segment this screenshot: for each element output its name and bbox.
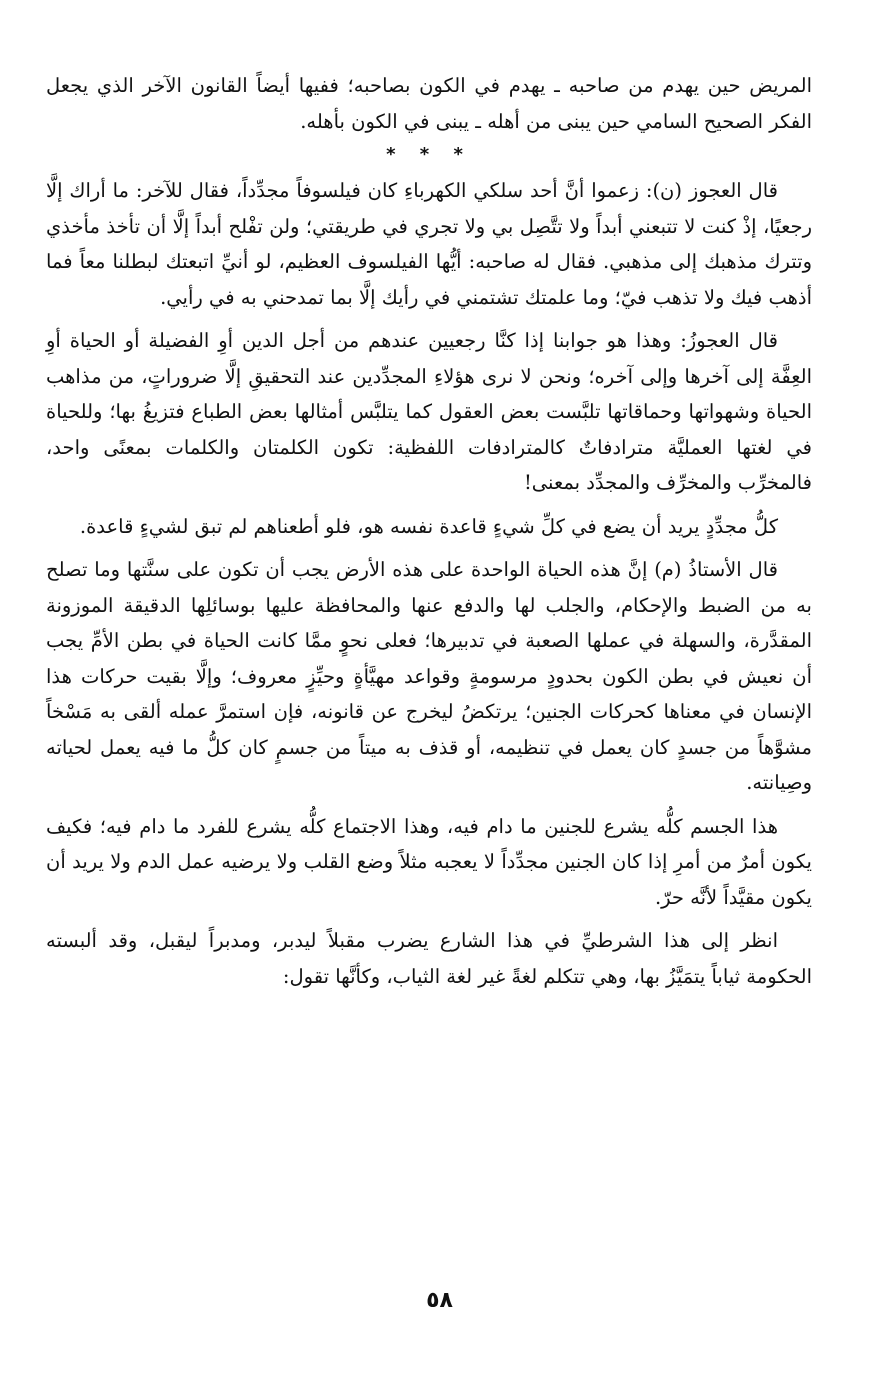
- paragraph-old-man-reply: قال العجوزُ: وهذا هو جوابنا إذا كنَّا رجعيين عندهم من أجل الدين أوِ الفضيلة أو الحياة أوِ العِفَّة إلى آخرها وإلى آخره؛ ونحن لا نرى هؤلاءِ المجدِّدين عند التحقيقِ إلَّا ضروراتٍ، من مذاهب الحياة وشهواتها وحماقاتها تلبَّست بعض العقول كما يتلبَّس أمثالها بعض الطباع فتزيغُ بها؛ وللحياة في لغتها العمليَّة مترادفاتٌ كالمترادفات اللفظية: تكون الكلمتان والكلمات بمعنًى واحد، فالمخرِّب والمخرِّف والمجدِّد بمعنى!: [46, 329, 812, 494]
- paragraph-professor-m: قال الأستاذُ (م) إنَّ هذه الحياة الواحدة على هذه الأرض يجب أن تكون على سنَّتها وما تصلح به من الضبط والإحكام، والجلب لها والدفع عنها والمحافظة عليها بوسائلِها الدقيقة الموزونة المقدَّرة، والسهلة في عملها الصعبة في تدبيرها؛ فعلى نحوٍ ممَّا كانت الحياة في بطن الأمِّ يجب أن نعيش في بطن الكون بحدودٍ مرسومةٍ وقواعد مهيَّأةٍ وحيِّزٍ معروف؛ وإلَّا بقيت حركات هذا الإنسان في معناها كحركات الجنين؛ يرتكضُ ليخرج عن قانونه، فإن استمرَّ عمله ألقى به مَسْخاً مشوَّهاً من جسدٍ كان يعمل في تنظيمه، أو قذف به ميتاً من جسمٍ كان كلُّ ما فيه يعمل لحياته وصِيانته.: [46, 558, 812, 794]
- paragraph-continuation: المريض حين يهدم من صاحبه ـ يهدم في الكون بصاحبه؛ ففيها أيضاً القانون الآخر الذي يجعل الفكر الصحيح السامي حين يبنى من أهله ـ يبنى في الكون بأهله.: [46, 74, 812, 133]
- page-number: ٥٨: [426, 1288, 453, 1313]
- paragraph-every-innovator: كلُّ مجدِّدٍ يريد أن يضع في كلِّ شيءٍ قاعدة نفسه هو، فلو أطعناهم لم تبق لشيءٍ قاعدة.: [79, 514, 778, 538]
- paragraph-policeman: انظر إلى هذا الشرطيِّ في هذا الشارع يضرب مقبلاً ليدبر، ومدبراً ليقبل، وقد ألبسته الحكومة ثياباً يتمَيَّزُ بها، وهي تتكلم لغةً غير لغة الثياب، وكأنَّها تقول:: [46, 929, 812, 988]
- page-body: [46, 68, 812, 994]
- paragraph-electric-wires-fable: قال العجوز (ن): زعموا أنَّ أحد سلكي الكهرباءِ كان فيلسوفاً مجدِّداً، فقال للآخر: ما أراك إلَّا رجعيًا، إذْ كنت لا تتبعني أبداً ولا تتَّصِل بي ولا تجري في طريقتي؛ ولن تفْلح أبداً إلَّا أن تأخذ مأخذي وتترك مذهبك إلى مذهبي. فقال له صاحبه: أيُّها الفيلسوف العظيم، لو أنيِّ اتبعتك لبطلنا معاً فما أذهب فيك ولا تذهب فيّ؛ وما علمتك تشتمني في رأيك إلَّا بما تمدحني به في رأيي.: [46, 179, 813, 309]
- paragraph-body-legislates: هذا الجسم كلُّه يشرع للجنين ما دام فيه، وهذا الاجتماع كلُّه يشرع للفرد ما دام فيه؛ فكيف يكون أمرٌ من أمرِ إذا كان الجنين مجدِّداً لا يعجبه مثلاً وضع القلب ولا يرضيه عمل الدم ولا يريد أن يكون مقيَّداً لأنَّه حرّ.: [46, 814, 812, 909]
- section-separator: * * *: [386, 144, 472, 165]
